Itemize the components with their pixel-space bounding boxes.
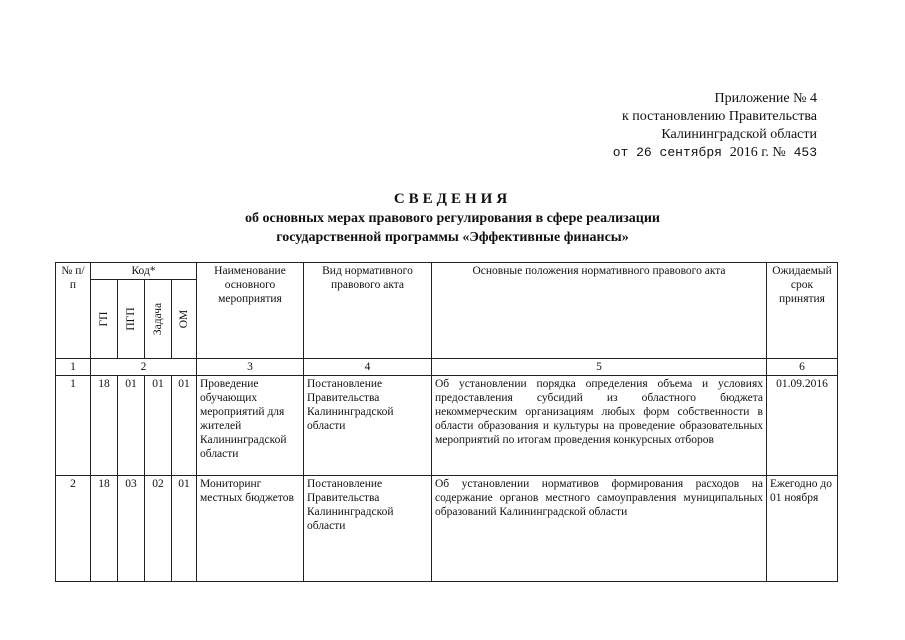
row-gp: 18 [91,476,118,582]
row-om: 01 [172,376,197,476]
appendix-date-year: 2016 г. № [729,145,786,160]
header-code-gp: ГП [91,280,118,359]
title-heading: СВЕДЕНИЯ [393,191,512,207]
column-number: 5 [432,359,767,376]
column-number: 4 [304,359,432,376]
appendix-date-number: 453 [793,145,817,160]
header-code-om: ОМ [172,280,197,359]
row-act-type: Постановление Правительства Калининградской области [304,476,432,582]
appendix-date-prefix: от 26 сентября [612,145,722,160]
row-deadline: 01.09.2016 [767,376,838,476]
header-code-pgp: ПГП [118,280,145,359]
appendix-date [613,144,817,162]
appendix-region: Калининградской области [661,127,817,142]
column-number: 1 [56,359,91,376]
table-row [56,376,838,476]
row-measure: Проведение обучающих мероприятий для жителей Калининградской области [197,376,304,476]
title-line-1: об основных мерах правового регулирования в сфере реализации [245,211,660,226]
title-line-2: государственной программы «Эффективные финансы» [276,230,629,245]
column-number-row [56,359,838,376]
row-act-type: Постановление Правительства Калининградской области [304,376,432,476]
header-num: № п/п [56,263,91,359]
column-number: 6 [767,359,838,376]
row-gp: 18 [91,376,118,476]
header-row [56,263,838,280]
appendix-resolution: к постановлению Правительства [621,109,817,124]
row-deadline: Ежегодно до 01 ноября [767,476,838,582]
header-provisions: Основные положения нормативного правового акта [432,263,767,359]
row-measure: Мониторинг местных бюджетов [197,476,304,582]
column-number: 2 [91,359,197,376]
measures-table [55,262,838,582]
row-task: 02 [145,476,172,582]
row-om: 01 [172,476,197,582]
appendix-block [613,90,817,162]
row-pgp: 01 [118,376,145,476]
header-code-task: Задача [145,280,172,359]
row-provisions: Об установлении порядка определения объема и условиях предоставления субсидий из областного бюджета некоммерческим организациям любых форм собственности в области образования и культуры на проведение образовательных мероприятий по итогам проведения конкурсных отборов [432,376,767,476]
row-provisions: Об установлении нормативов формирования расходов на содержание органов местного самоуправления муниципальных образований Калининградской области [432,476,767,582]
header-code: Код* [91,263,197,280]
row-num: 2 [56,476,91,582]
appendix-title: Приложение № 4 [714,91,817,106]
row-num: 1 [56,376,91,476]
header-measure: Наименование основного мероприятия [197,263,304,359]
row-pgp: 03 [118,476,145,582]
document-title [0,190,905,247]
header-deadline: Ожидаемый срок принятия [767,263,838,359]
row-task: 01 [145,376,172,476]
header-act-type: Вид нормативного правового акта [304,263,432,359]
column-number: 3 [197,359,304,376]
table-row [56,476,838,582]
